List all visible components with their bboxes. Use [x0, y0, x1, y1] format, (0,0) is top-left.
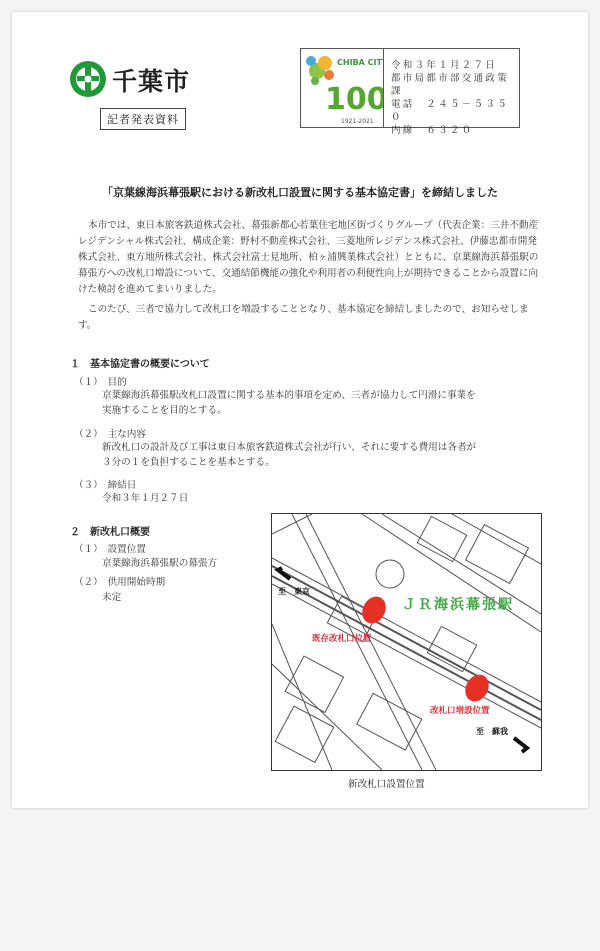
info-date: 令和３年１月２７日 — [391, 60, 498, 71]
section1-item-date-label: （３） 締結日 — [74, 480, 137, 491]
paragraph-intro-text: 本市では、東日本旅客鉄道株式会社、幕張新都心若葉住宅地区街づくりグループ（代表企業：三井不動産レジデンシャル株式会社、構成企業：野村不動産株式会社、三菱地所レジデンス株式会社、伊藤忠都市開発株式会社、東方地所株式会社、株式会社富士見地所、柏ヶ浦興業株式会社）とともに、京葉線海浜幕張駅の幕張方への改札口増設について、交通結節機能の強化や利用者の利便性向上が期待できることから設置に向けた検討を進めてまいりました。 — [78, 220, 539, 295]
section1-item-purpose-label: （１） 目的 — [74, 377, 127, 388]
info-extension: 内線 ６３２０ — [391, 125, 474, 136]
info-phone: 電話 ２４５－５３５０ — [391, 99, 510, 123]
section1-item-content-text: 新改札口の設計及び工事は東日本旅客鉄道株式会社が行い、それに要する費用は各者が ３分の１を負担することを基本とする。 — [102, 442, 477, 468]
anniversary-logo-text: CHIBA CITY — [337, 58, 383, 67]
to-tokyo-label: 至 東京 — [278, 587, 310, 596]
info-department: 都市局都市部交通政策課 — [391, 73, 510, 97]
anniversary-years: 1921-2021 — [341, 118, 374, 125]
section1-item-date-text: 令和３年１月２７日 — [102, 493, 189, 504]
paragraph-announcement — [78, 302, 546, 334]
anniversary-logo — [301, 49, 384, 127]
paragraph-intro — [78, 218, 546, 298]
info-lines — [391, 59, 519, 137]
city-name: 千葉市 — [112, 67, 191, 96]
anniversary-number: 100 — [325, 82, 383, 117]
paragraph-announcement-text: このたび、三者で協力して改札口を増設することとなり、基本協定を締結しましたので、お知らせします。 — [78, 304, 529, 331]
section2-item-location-label: （１） 設置位置 — [74, 544, 146, 555]
existing-gate-label: 既存改札口位置 — [312, 634, 372, 644]
section2-item-start-text: 未定 — [102, 592, 122, 603]
headline: 「京葉線海浜幕張駅における新改札口設置に関する基本協定書」を締結しました — [102, 186, 498, 199]
contact-info-box — [300, 48, 520, 136]
document-page — [12, 12, 588, 808]
section1-item-content-label: （２） 主な内容 — [74, 429, 146, 440]
map-caption: 新改札口設置位置 — [348, 779, 425, 790]
to-soga-label: 至 蘇我 — [476, 727, 508, 736]
section1-item-purpose-text: 京葉線海浜幕張駅改札口設置に関する基本的事項を定め、三者が協力して円滑に事業を 実施することを目的とする。 — [102, 390, 476, 416]
station-label: ＪＲ海浜幕張駅 — [402, 597, 514, 613]
section2-item-location-text: 京葉線海浜幕張駅の幕張方 — [102, 558, 218, 569]
section1-title: １ 基本協定書の概要について — [70, 359, 210, 370]
station-map — [271, 513, 542, 771]
section2-item-start-label: （２） 供用開始時期 — [74, 577, 166, 588]
chiba-city-emblem-icon — [68, 59, 108, 99]
new-gate-label: 改札口増設位置 — [430, 706, 490, 716]
press-release-label: 記者発表資料 — [100, 108, 186, 130]
section2-title: ２ 新改札口概要 — [70, 527, 150, 538]
